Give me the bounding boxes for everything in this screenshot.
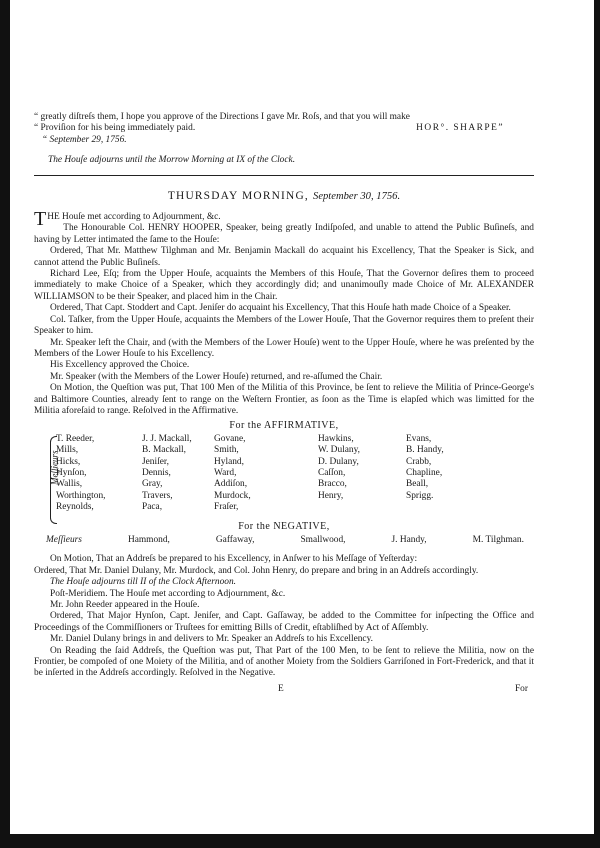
page-footer — [34, 684, 534, 698]
voter-name: Wallis, — [56, 479, 83, 490]
messieurs-label: Meſſieurs — [49, 450, 60, 485]
letter-line-1: “ greatly diſtreſs them, I hope you approve of the Directions I gave Mr. Roſs, and that you will make — [34, 112, 410, 122]
drop-cap: T — [34, 208, 47, 231]
voter-name: Smallwood, — [300, 534, 346, 545]
voter-name: J. J. Mackall, — [142, 433, 192, 444]
para-5: Ordered, That Capt. Stoddert and Capt. Jeniſer do acquaint his Excellency, That this Houſe hath made Choice of a Speaker. — [50, 303, 511, 314]
voter-name: Hynſon, — [56, 467, 87, 478]
affirmative-title: For the AFFIRMATIVE, — [229, 420, 339, 432]
voter-name: Fraſer, — [214, 502, 239, 513]
day-heading-title: THURSDAY MORNING, — [167, 189, 309, 202]
voter-name: Paca, — [142, 502, 163, 513]
para-13: Poſt-Meridiem. The Houſe met according to Adjournment, &c. — [50, 588, 286, 599]
voter-name: Caſſon, — [318, 467, 346, 478]
voter-name: Gaffaway, — [215, 534, 255, 545]
para-7: Mr. Speaker left the Chair, and (with the Members of the Lower Houſe) went to the Upper Houſe, where he was preſented by the Members of the Lower Houſe to his Excellency. — [34, 337, 534, 359]
catchword: For — [514, 683, 528, 694]
section-rule — [34, 175, 534, 176]
voter-name: Crabb, — [406, 456, 432, 467]
voter-name: Beall, — [406, 479, 429, 490]
day-heading-date: September 30, 1756. — [313, 190, 401, 202]
voter-name: T. Reeder, — [56, 433, 95, 444]
affirmative-col-3 — [214, 434, 318, 514]
para-8: His Excellency approved the Choice. — [50, 360, 190, 371]
affirmative-col-5 — [406, 434, 480, 514]
para-15: Ordered, That Major Hynſon, Capt. Jeniſer, and Capt. Gaſſaway, be added to the Committee for inſpecting the Office and Proceedings of the Commiſſioners or Truſtees for emitting Bills of Credit, eſtabliſhed by Act of Aſſembly. — [34, 611, 534, 633]
voter-name: W. Dulany, — [318, 445, 361, 456]
voter-name: Bracco, — [318, 479, 347, 490]
letter-line-2-row — [34, 123, 534, 134]
voter-name: B. Handy, — [406, 445, 444, 456]
voter-name: Hammond, — [127, 534, 170, 545]
voter-name: Evans, — [406, 433, 432, 444]
voter-name: Travers, — [142, 490, 173, 501]
voter-name: Dennis, — [142, 467, 171, 478]
voter-name: Reynolds, — [56, 502, 94, 513]
voter-name: Smith, — [214, 445, 239, 456]
voter-name: Jeniſer, — [142, 456, 169, 467]
voter-name: M. Tilghman. — [472, 534, 524, 545]
signature-mark: E — [278, 683, 284, 694]
voter-name: D. Dulany, — [318, 456, 359, 467]
adjourn-note-1: The Houſe adjourns until the Morrow Morning at IX of the Clock. — [48, 155, 296, 166]
affirmative-col-4 — [318, 434, 406, 514]
voter-name: Hawkins, — [318, 433, 354, 444]
voter-name: Ward, — [214, 467, 237, 478]
para-3: Ordered, That Mr. Matthew Tilghman and Mr. Benjamin Mackall do acquaint his Excellency, That the Speaker is Sick, and cannot attend the Public Buſineſs. — [34, 246, 534, 268]
para-11: On Motion, That an Addreſs be prepared to his Excellency, in Anſwer to his Meſſage of Yeſterday: — [50, 554, 418, 565]
scan-border-left — [0, 0, 10, 848]
voter-name: Chapline, — [406, 467, 443, 478]
day-heading — [34, 191, 534, 202]
negative-messieurs: Meſſieurs — [46, 534, 82, 545]
voter-name: Sprigg. — [406, 490, 434, 501]
scan-border-right — [594, 0, 600, 848]
voter-name: Gray, — [142, 479, 163, 490]
para-2: The Honourable Col. HENRY HOOPER, Speaker, being greatly Indiſpoſed, and unable to attend the Public Buſineſs, and having by Letter intimated the ſame to the Houſe: — [34, 223, 534, 245]
voter-name: J. Handy, — [391, 534, 427, 545]
voter-name: Hyland, — [214, 456, 244, 467]
adjourn-note-2: The Houſe adjourns till II of the Clock Afternoon. — [50, 577, 237, 588]
para-12: Ordered, That Mr. Daniel Dulany, Mr. Murdock, and Col. John Henry, do prepare and bring in an Addreſs accordingly. — [34, 565, 479, 576]
letter-signature: HOR°. SHARPE” — [416, 123, 504, 134]
para-14: Mr. John Reeder appeared in the Houſe. — [50, 599, 200, 610]
voter-name: Govane, — [214, 433, 246, 444]
para-10: On Motion, the Queſtion was put, That 100 Men of the Militia of this Province, be ſent to relieve the Militia of Prince-George's and Baltimore Counties, already ſent to range on the Weſtern Frontier, as ſoon as the Time is elapſed which was limitted for the Militia aforeſaid to range. Reſolved in the Affirmative. — [34, 383, 534, 416]
para-1: THE Houſe met according to Adjournment, &c. — [34, 208, 221, 231]
voter-name: Worthington, — [56, 490, 106, 501]
voter-name: B. Mackall, — [142, 445, 187, 456]
affirmative-col-1 — [56, 434, 142, 514]
voter-name: Henry, — [318, 490, 344, 501]
scan-border-bottom — [0, 834, 600, 848]
para-6: Col. Taſker, from the Upper Houſe, acquaints the Members of the Lower Houſe, That the Governor requires them to preſent their Speaker to him. — [34, 314, 534, 337]
voter-name: Hicks, — [56, 456, 81, 467]
para-16: Mr. Daniel Dulany brings in and delivers to Mr. Speaker an Addreſs to his Excellency. — [50, 634, 374, 645]
document-page — [34, 112, 534, 698]
letter-date: “ September 29, 1756. — [42, 134, 127, 145]
negative-list — [46, 535, 524, 546]
affirmative-list — [49, 433, 534, 514]
para-9: Mr. Speaker (with the Members of the Lower Houſe) returned, and re-aſſumed the Chair. — [50, 371, 383, 382]
affirmative-col-2 — [142, 434, 214, 514]
voter-name: Murdock, — [214, 490, 251, 501]
para-4: Richard Lee, Eſq; from the Upper Houſe, acquaints the Members of this Houſe, That the Governor deſires them to proceed immediately to make Choice of a Speaker, which they accordingly did; and unanimouſly made Choice of Mr. ALEXANDER WILLIAMSON to be their Speaker, and placed him in the Chair. — [34, 269, 534, 302]
negative-title: For the NEGATIVE, — [238, 521, 330, 533]
para-17: On Reading the ſaid Addreſs, the Queſtion was put, That Part of the 100 Men, to be ſent to relieve the Militia, now on the Frontier, be compoſed of one Moiety of the Militia, and of another Moiety from the Soldiers Garriſoned in Fort-Frederick, and that it be inſerted in the Addreſs accordingly. Reſolved in the Negative. — [34, 645, 534, 679]
voter-name: Mills, — [56, 445, 79, 456]
letter-line-2: “ Proviſion for his being immediately paid. — [34, 123, 196, 134]
voter-name: Addiſon, — [214, 479, 248, 490]
